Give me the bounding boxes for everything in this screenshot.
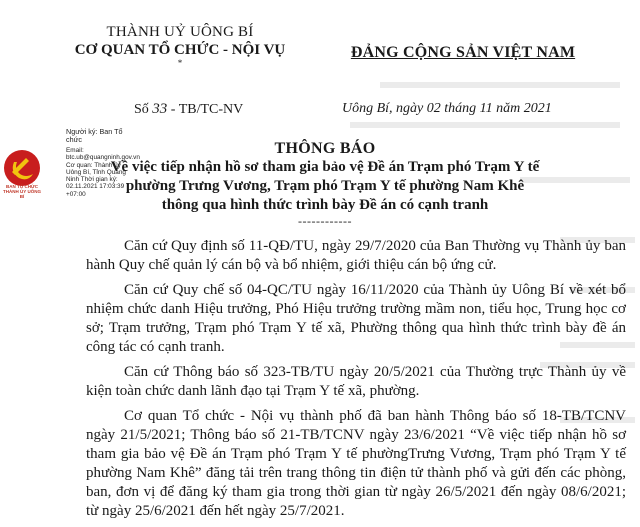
header-star: * <box>177 58 183 68</box>
national-header <box>318 44 608 62</box>
parent-org-name: THÀNH UỶ UÔNG BÍ <box>106 24 254 40</box>
issuing-agency-name: CƠ QUAN TỔ CHỨC - NỘI VỤ <box>74 42 286 58</box>
doc-number-suffix: - TB/TC-NV <box>170 102 244 117</box>
title-separator: ------------ <box>298 214 352 228</box>
body-paragraph: Căn cứ Quy chế số 04-QC/TU ngày 16/11/2020 của Thành ủy Uông Bí về xét bổ nhiệm chức danh Hiệu trưởng, Phó Hiệu trưởng trường mầm non, tiểu học, Trung học cơ sở; Trạm trưởng, Trạm phó Trạm Y tế xã, Phường thông qua hình thức trình bày đề án công tác có cạnh tranh. <box>86 282 626 355</box>
body-paragraph: Cơ quan Tổ chức - Nội vụ thành phố đã ban hành Thông báo số 18-TB/TCNV ngày 21/5/2021; Thông báo số 21-TB/TCNV ngày 23/6/2021 “Về việc tiếp nhận hồ sơ tham gia bảo vệ Đề án Trạm phó Trạm Y tế phườngTrưng Vương, Trạm phó Trạm Y tế phường Nam Khê” đăng tải trên trang thông tin điện tử thành phố và gửi đến các phòng, ban, đơn vị để đăng ký tham gia trong thời gian từ ngày 26/5/2021 đến ngày 08/6/2021; từ ngày 25/6/2021 đến hết ngày 25/7/2021. <box>86 408 626 519</box>
body-paragraph: Căn cứ Thông báo số 323-TB/TU ngày 20/5/2021 của Thường trực Thành ủy về kiện toàn chức danh lãnh đạo tại Trạm Y tế xã, phường. <box>86 364 626 399</box>
document-date: Uông Bí, ngày 02 tháng 11 năm 2021 <box>342 101 552 116</box>
document-type-title: THÔNG BÁO <box>274 140 376 157</box>
document-body <box>86 237 626 527</box>
issuer-header <box>60 24 300 68</box>
doc-number-prefix: Số <box>134 102 149 117</box>
party-name: ĐẢNG CỘNG SẢN VIỆT NAM <box>350 44 576 61</box>
signature-signer: Người ký: Ban Tổ chức <box>66 127 123 145</box>
doc-number-value: 33 <box>152 101 168 117</box>
document-subject: Về việc tiếp nhận hồ sơ tham gia bảo vệ Đề án Trạm phó Trạm Y tế phường Trưng Vương, Trạm phó Trạm Y tế phường Nam Khê thông qua hình thức trình bày Đề án có cạnh tranh <box>110 159 540 213</box>
signature-details: Email: btc.ub@quangninh.gov.vn Cơ quan: Thành ủy Uông Bí, Tỉnh Quảng Ninh Thời gian ký: 02.11.2021 17:03:39 +07:00 <box>66 147 140 198</box>
party-emblem-icon <box>2 148 42 214</box>
document-number <box>134 101 243 118</box>
body-paragraph: Căn cứ Quy định số 11-QĐ/TU, ngày 29/7/2020 của Ban Thường vụ Thành ủy ban hành Quy chế quản lý cán bộ và bổ nhiệm, giới thiệu cán bộ ứng cử. <box>86 238 626 273</box>
emblem-caption: BAN TỔ CHỨC THÀNH ỦY UÔNG BÍ <box>3 184 41 199</box>
